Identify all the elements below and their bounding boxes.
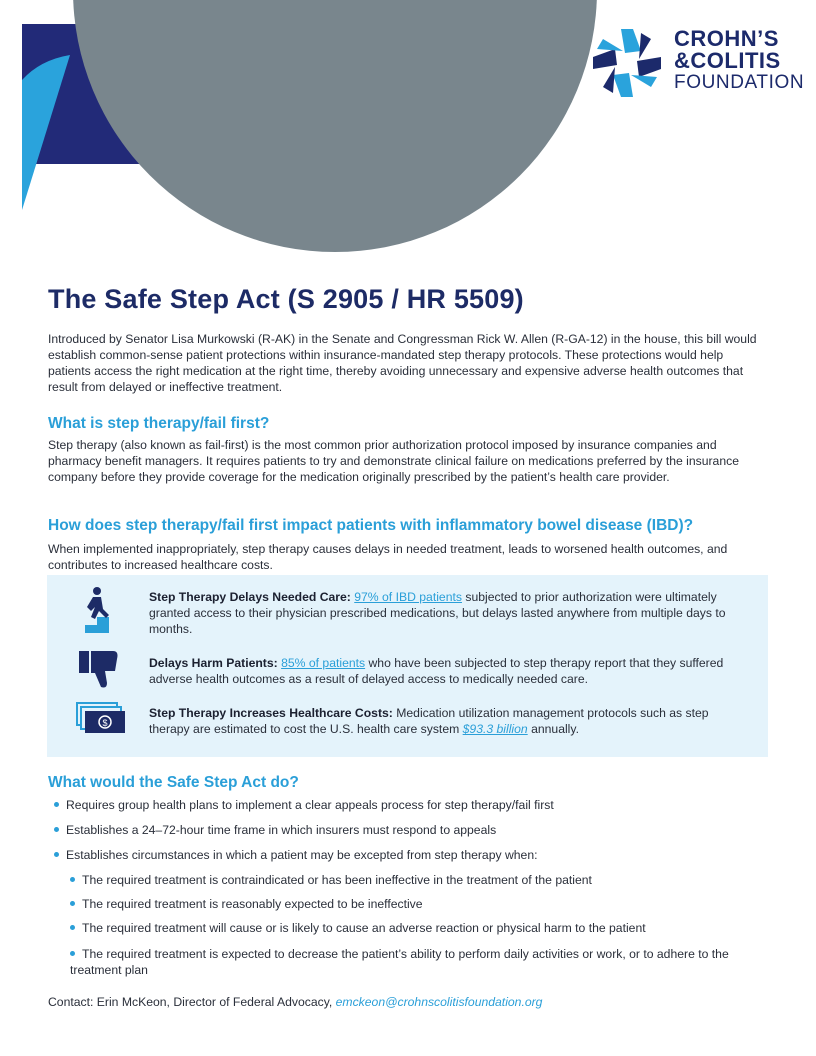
sub-list-item <box>70 946 730 978</box>
callout-increases-costs <box>149 705 749 737</box>
callout-delays-harm <box>149 655 749 687</box>
logo-line-2: &COLITIS <box>674 48 781 73</box>
stairs-climber-icon <box>75 585 125 640</box>
sub-list-item-text: The required treatment is contraindicated or has been ineffective in the treatment of the patient <box>82 873 592 887</box>
page-title: The Safe Step Act (S 2905 / HR 5509) <box>48 284 524 314</box>
bullet-icon <box>54 827 59 832</box>
list-item-text: Establishes a 24–72-hour time frame in which insurers must respond to appeals <box>66 823 497 837</box>
callout-delays-harm-title: Delays Harm Patients: <box>149 656 278 670</box>
contact-label: Contact: Erin McKeon, Director of Federal Advocacy, <box>48 995 336 1009</box>
callout-costs-text: Medication utilization management protocols such as step therapy are estimated to cost the U.S. health care system <box>149 706 709 736</box>
cost-billion-link[interactable]: $93.3 billion <box>462 722 528 736</box>
bullet-icon <box>54 802 59 807</box>
callout-delays-care-title: Step Therapy Delays Needed Care: <box>149 590 351 604</box>
thumbs-down-icon <box>75 647 125 696</box>
sub-list-item <box>70 896 730 912</box>
contact-line <box>48 995 542 1009</box>
bullet-icon <box>70 925 75 930</box>
sub-list-item-text: The required treatment will cause or is likely to cause an adverse reaction or physical harm to the patient <box>82 921 646 935</box>
list-item <box>54 797 554 813</box>
money-stack-icon <box>75 701 127 742</box>
list-item <box>54 822 496 838</box>
list-item-text: Establishes circumstances in which a patient may be excepted from step therapy when: <box>66 848 538 862</box>
section-heading-ibd-impact: How does step therapy/fail first impact patients with inflammatory bowel disease (IBD)? <box>48 517 694 534</box>
bullet-icon <box>70 901 75 906</box>
impact-callout-box <box>47 575 768 757</box>
list-item-text: Requires group health plans to implement a clear appeals process for step therapy/fail first <box>66 798 554 812</box>
callout-costs-title: Step Therapy Increases Healthcare Costs: <box>149 706 393 720</box>
patients-percent-link[interactable]: 85% of patients <box>281 656 366 670</box>
sub-list-item <box>70 872 730 888</box>
sub-list-item-text: The required treatment is expected to decrease the patient’s ability to perform daily activities or work, or to adhere to the treatment plan <box>70 947 729 977</box>
list-item <box>54 847 538 863</box>
logo-line-3: FOUNDATION <box>674 72 805 93</box>
bullet-icon <box>54 852 59 857</box>
ibd-impact-paragraph: When implemented inappropriately, step therapy causes delays in needed treatment, leads to worsened health outcomes, and contributes to increased healthcare costs. <box>48 542 728 572</box>
bullet-icon <box>70 877 75 882</box>
section-heading-safe-step-act: What would the Safe Step Act do? <box>48 774 299 791</box>
sub-list-item <box>70 920 730 936</box>
contact-email-link[interactable]: emckeon@crohnscolitisfoundation.org <box>335 995 543 1009</box>
intro-paragraph: Introduced by Senator Lisa Murkowski (R-AK) in the Senate and Congressman Rick W. Allen (R-GA-12) in the house, this bill would establish common-sense patient protections within insurance-mandated step therapy protocols. These protections would help patients access the right medication at the right time, thereby avoiding unnecessary and expensive adverse health outcomes that result from delayed or ineffective treatment. <box>48 332 757 394</box>
step-therapy-paragraph: Step therapy (also known as fail-first) is the most common prior authorization protocol imposed by insurance companies and pharmacy benefit managers. It requires patients to try and demonstrate clinical failure on medications preferred by the insurance company before they provide coverage for the medication originally prescribed by the patient’s health care provider. <box>48 438 739 484</box>
svg-text:$: $ <box>102 718 108 728</box>
sub-list-item-text: The required treatment is reasonably expected to be ineffective <box>82 897 423 911</box>
bullet-icon <box>70 951 75 956</box>
logo-line-1: CROHN’S <box>674 26 779 51</box>
callout-delays-care <box>149 589 749 637</box>
callout-delays-care-text: subjected to prior authorization were ultimately granted access to their physician prescribed medications, but delays lasted anywhere from multiple days to months. <box>149 590 726 636</box>
callout-costs-post: annually. <box>527 722 579 736</box>
callout-delays-harm-text: who have been subjected to step therapy report that they suffered adverse health outcomes as a result of delayed access to medically needed care. <box>149 656 724 686</box>
ibd-patients-link[interactable]: 97% of IBD patients <box>354 590 462 604</box>
logo-mark-icon <box>588 24 666 102</box>
section-heading-step-therapy: What is step therapy/fail first? <box>48 415 270 432</box>
foundation-logo <box>588 24 813 104</box>
